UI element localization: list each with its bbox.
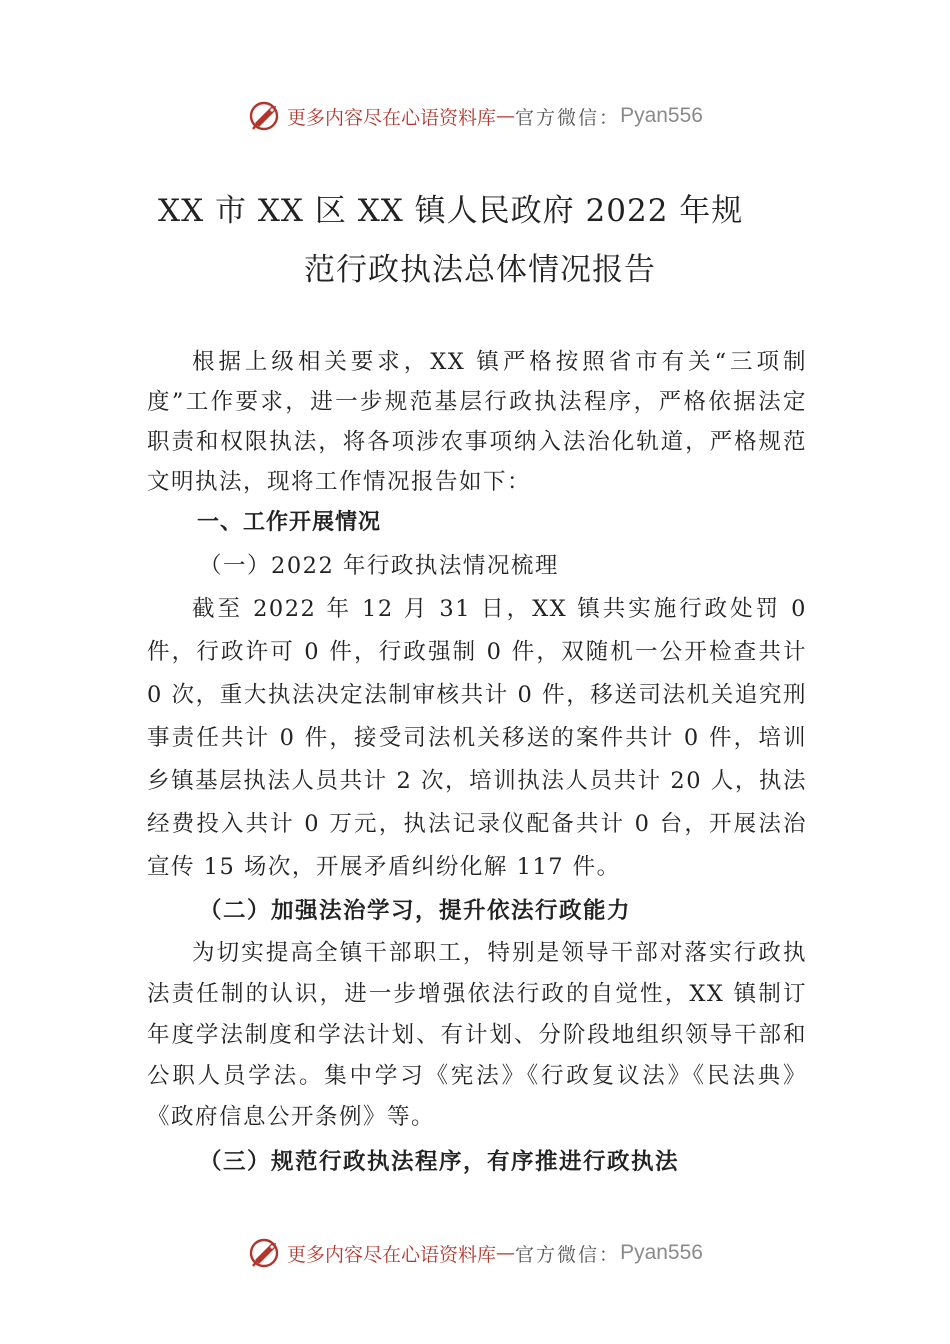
watermark-label: 官方微信： — [515, 1243, 621, 1266]
watermark-dash: — — [496, 1242, 516, 1264]
title-line-2: 范行政执法总体情况报告 — [304, 252, 656, 288]
watermark-prefix: 更多内容尽在心语资料库 — [287, 106, 497, 129]
subsection-2-paragraph: 为切实提高全镇干部职工，特别是领导干部对落实行政执法责任制的认识，进一步增强依法行政的自觉性，XX 镇制订年度学法制度和学法计划、有计划、分阶段地组织领导干部和公职人员学法。集中学习《宪法》《行政复议法》《民法典》《政府信息公开条例》等。 — [147, 940, 807, 1130]
section-heading-1: 一、工作开展情况 — [197, 510, 382, 535]
watermark-dash: — — [496, 105, 516, 127]
pen-nib-logo-icon — [247, 1235, 283, 1271]
header-watermark — [0, 96, 950, 136]
document-body — [147, 342, 807, 1184]
subsection-1-paragraph: 截至 2022 年 12 月 31 日，XX 镇共实施行政处罚 0 件，行政许可 0 件，行政强制 0 件，双随机一公开检查共计 0 次，重大执法决定法制审核共计 0 件，移送司法机关追究刑事责任共计 0 件，接受司法机关移送的案件共计 0 件，培训乡镇基层执法人员共计 2 次，培训执法人员共计 20 人，执法经费投入共计 0 万元，执法记录仪配备共计 0 台，开展法治宣传 15 场次，开展矛盾纠纷化解 117 件。 — [147, 596, 807, 880]
intro-paragraph: 根据上级相关要求，XX 镇严格按照省市有关“三项制度”工作要求，进一步规范基层行政执法程序，严格依据法定职责和权限执法，将各项涉农事项纳入法治化轨道，严格规范文明执法，现将工作情况报告如下： — [147, 349, 807, 495]
watermark-label: 官方微信： — [515, 106, 621, 129]
watermark-wechat-id: Pyan556 — [620, 104, 703, 127]
watermark-wechat-id: Pyan556 — [620, 1241, 703, 1264]
pen-nib-logo-icon — [247, 98, 283, 134]
watermark-prefix: 更多内容尽在心语资料库 — [287, 1243, 497, 1266]
subsection-heading-1: （一）2022 年行政执法情况梳理 — [199, 553, 559, 579]
title-line-1: XX 市 XX 区 XX 镇人民政府 2022 年规 — [158, 193, 744, 229]
subsection-heading-3: （三）规范行政执法程序，有序推进行政执法 — [199, 1149, 680, 1175]
document-title — [130, 182, 820, 300]
subsection-heading-2: （二）加强法治学习，提升依法行政能力 — [199, 898, 632, 924]
footer-watermark — [0, 1233, 950, 1273]
